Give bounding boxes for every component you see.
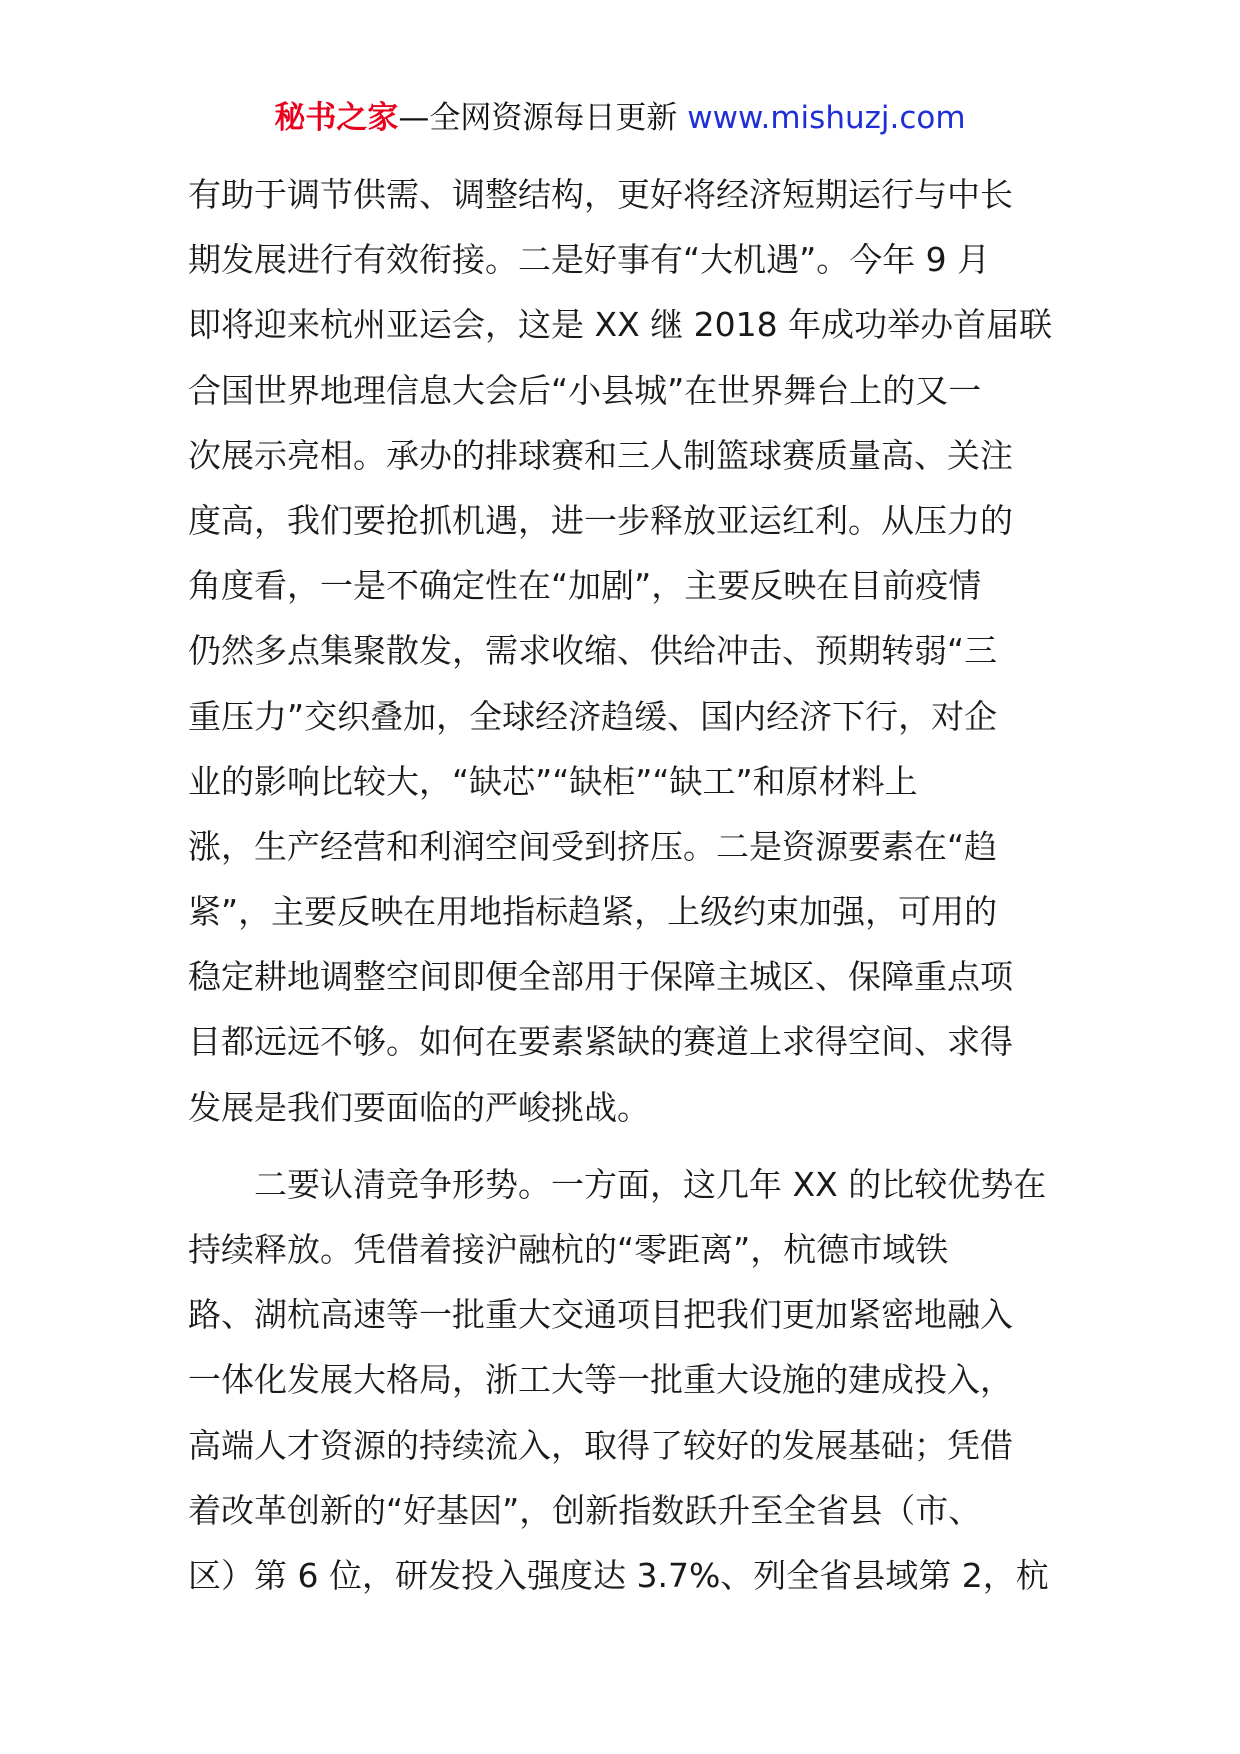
- text-line: 次展示亮相。承办的排球赛和三人制篮球赛质量高、关注: [188, 435, 1013, 475]
- site-url-link[interactable]: www.mishuzj.com: [687, 100, 966, 136]
- text-line: 高端人才资源的持续流入，取得了较好的发展基础；凭借: [188, 1425, 1013, 1465]
- text-line: 期发展进行有效衔接。二是好事有“大机遇”。今年 9 月: [188, 240, 991, 280]
- text-line: 合国世界地理信息大会后“小县城”在世界舞台上的又一: [188, 370, 982, 410]
- text-line: 重压力”交织叠加，全球经济趋缓、国内经济下行，对企: [188, 696, 998, 736]
- text-line: 路、湖杭高速等一批重大交通项目把我们更加紧密地融入: [188, 1295, 1013, 1335]
- document-body: [188, 162, 1052, 1608]
- paragraph-2: [188, 1152, 1052, 1608]
- text-line: 业的影响比较大，“缺芯”“缺柜”“缺工”和原材料上: [188, 761, 918, 801]
- site-header: [0, 96, 1240, 140]
- text-line: 稳定耕地调整空间即便全部用于保障主城区、保障重点项: [188, 957, 1013, 997]
- site-brand: 秘书之家: [274, 100, 399, 136]
- paragraph-1: [188, 162, 1052, 1140]
- text-line: 一体化发展大格局，浙工大等一批重大设施的建成投入，: [188, 1360, 1013, 1400]
- text-line: 区）第 6 位，研发投入强度达 3.7%、列全省县域第 2，杭: [188, 1555, 1049, 1595]
- text-line: 即将迎来杭州亚运会，这是 XX 继 2018 年成功举办首届联: [188, 305, 1052, 345]
- text-line: 度高，我们要抢抓机遇，进一步释放亚运红利。从压力的: [188, 500, 1013, 540]
- text-line: 有助于调节供需、调整结构，更好将经济短期运行与中长: [188, 175, 1013, 214]
- site-slogan: —全网资源每日更新: [398, 100, 688, 136]
- text-line: 发展是我们要面临的严峻挑战。: [188, 1087, 650, 1127]
- text-line: 着改革创新的“好基因”，创新指数跃升至全省县（市、: [188, 1490, 982, 1530]
- text-line: 二要认清竞争形势。一方面，这几年 XX 的比较优势在: [254, 1164, 1047, 1204]
- text-line: 紧”，主要反映在用地指标趋紧，上级约束加强，可用的: [188, 892, 998, 932]
- text-line: 涨，生产经营和利润空间受到挤压。二是资源要素在“趋: [188, 826, 998, 866]
- text-line: 仍然多点集聚散发，需求收缩、供给冲击、预期转弱“三: [188, 631, 998, 671]
- text-line: 角度看，一是不确定性在“加剧”，主要反映在目前疫情: [188, 566, 982, 606]
- text-line: 目都远远不够。如何在要素紧缺的赛道上求得空间、求得: [188, 1022, 1013, 1062]
- text-line: 持续释放。凭借着接沪融杭的“零距离”，杭德市域铁: [188, 1230, 949, 1269]
